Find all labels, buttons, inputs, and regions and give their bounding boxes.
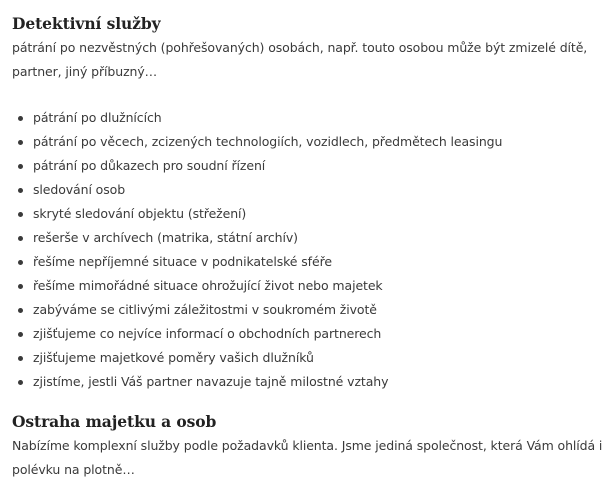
list-item-label: zjišťujeme co nejvíce informací o obchodních partnerech (33, 326, 382, 341)
bullet-icon (18, 188, 23, 193)
list-item (12, 106, 502, 130)
list-item-label: řešíme mimořádné situace ohrožující život nebo majetek (33, 278, 383, 293)
list-item (12, 154, 502, 178)
list-item (12, 202, 502, 226)
bullet-icon (18, 140, 23, 145)
list-item-label: zabýváme se citlivými záležitostmi v soukromém životě (33, 302, 377, 317)
bullet-icon (18, 332, 23, 337)
list-item (12, 346, 502, 370)
intro-line: partner, jiný příbuzný… (12, 64, 158, 79)
list-item (12, 178, 502, 202)
list-item-label: pátrání po věcech, zcizených technologiích, vozidlech, předmětech leasingu (33, 134, 503, 149)
intro-line: Nabízíme komplexní služby podle požadavků klienta. Jsme jediná společnost, která Vám ohlídá i (12, 438, 603, 453)
list-item (12, 226, 502, 250)
list-item-label: řešíme nepříjemné situace v podnikatelské sféře (33, 254, 332, 269)
list-item-label: pátrání po dlužnících (33, 110, 162, 125)
bullet-icon (18, 308, 23, 313)
list-item (12, 274, 502, 298)
bullet-icon (18, 164, 23, 169)
list-item-label: rešerše v archívech (matrika, státní archív) (33, 230, 298, 245)
section-title-property-protection: Ostraha majetku a osob (12, 412, 217, 431)
bullet-icon (18, 284, 23, 289)
bullet-icon (18, 356, 23, 361)
list-item (12, 130, 502, 154)
bullet-icon (18, 260, 23, 265)
list-item-label: pátrání po důkazech pro soudní řízení (33, 158, 266, 173)
list-item-label: skryté sledování objektu (střežení) (33, 206, 247, 221)
list-item-label: zjišťujeme majetkové poměry vašich dlužníků (33, 350, 314, 365)
section-intro-property-protection (12, 434, 613, 482)
list-item-label: zjistíme, jestli Váš partner navazuje tajně milostné vztahy (33, 374, 389, 389)
list-item-label: sledování osob (33, 182, 126, 197)
services-list (12, 106, 502, 394)
intro-line: pátrání po nezvěstných (pohřešovaných) osobách, např. touto osobou může být zmizelé dítě, (12, 40, 588, 55)
list-item (12, 250, 502, 274)
list-item (12, 298, 502, 322)
bullet-icon (18, 236, 23, 241)
bullet-icon (18, 212, 23, 217)
section-title-detective-services: Detektivní služby (12, 14, 161, 33)
list-item (12, 322, 502, 346)
bullet-icon (18, 380, 23, 385)
list-item (12, 370, 502, 394)
bullet-icon (18, 116, 23, 121)
intro-line: polévku na plotně… (12, 462, 135, 477)
section-intro-detective-services (12, 36, 613, 84)
